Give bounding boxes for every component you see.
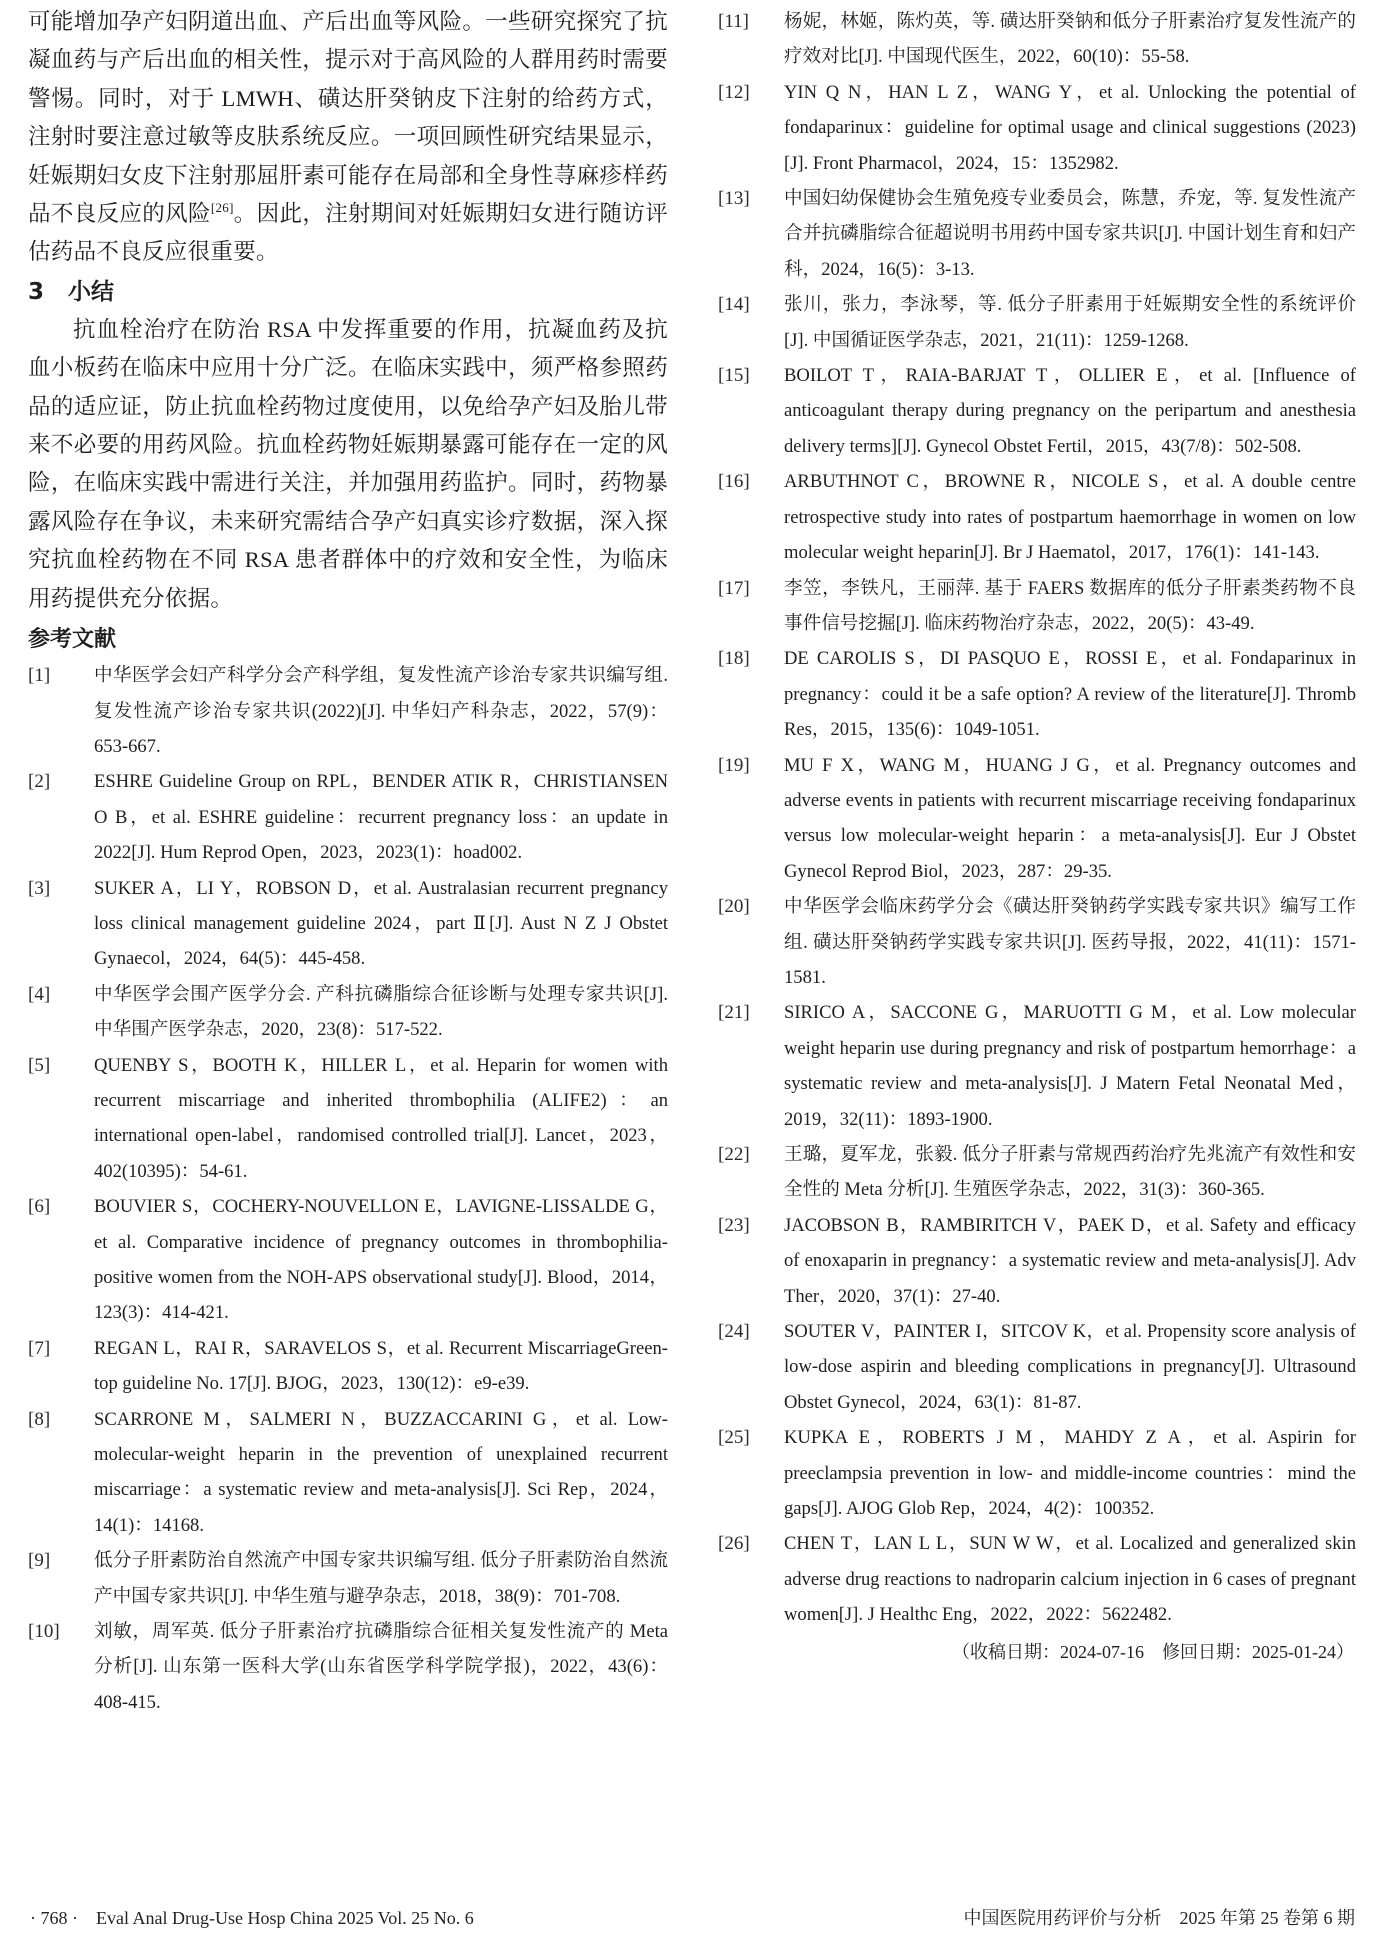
reference-text: 中华医学会围产医学分会. 产科抗磷脂综合征诊断与处理专家共识[J]. 中华围产医学杂志，2020，23(8)：517-522. xyxy=(94,983,668,1041)
reference-number: [18] xyxy=(718,648,750,670)
left-column xyxy=(28,0,668,1720)
reference-number: [9] xyxy=(28,1550,51,1572)
reference-item xyxy=(28,1048,668,1190)
reference-number: [23] xyxy=(718,1214,750,1236)
reference-text: 低分子肝素防治自然流产中国专家共识编写组. 低分子肝素防治自然流产中国专家共识[J]. 中华生殖与避孕杂志，2018，38(9)：701-708. xyxy=(94,1550,668,1607)
reference-number: [17] xyxy=(718,577,750,599)
reference-item xyxy=(718,889,1356,995)
reference-text: 杨妮，林姬，陈灼英，等. 磺达肝癸钠和低分子肝素治疗复发性流产的疗效对比[J]. 中国现代医生，2022，60(10)：55-58. xyxy=(784,11,1356,68)
reference-item xyxy=(28,1614,668,1720)
reference-text: SIRICO A，SACCONE G，MARUOTTI G M，et al. Low molecular weight heparin use during pregnancy and risk of postpartum hemorrhage：a systematic review and meta-analysis[J]. J Matern Fetal Neonatal Med，2019，32(11)：1893-1900. xyxy=(784,1002,1356,1130)
reference-number: [20] xyxy=(718,896,750,918)
right-column xyxy=(718,0,1356,1669)
section-number: 3 xyxy=(28,278,45,305)
reference-item xyxy=(718,75,1356,181)
reference-text: QUENBY S，BOOTH K，HILLER L，et al. Heparin for women with recurrent miscarriage and inherited thrombophilia (ALIFE2)：an international open-label，randomised controlled trial[J]. Lancet，2023，402(10395)：54-61. xyxy=(94,1054,668,1182)
reference-text: ARBUTHNOT C，BROWNE R，NICOLE S，et al. A double centre retrospective study into rates of postpartum haemorrhage in women on low molecular weight heparin[J]. Br J Haematol，2017，176(1)：141-143. xyxy=(784,471,1356,564)
section-heading-summary xyxy=(28,274,668,310)
reference-number: [4] xyxy=(28,983,51,1005)
reference-item xyxy=(28,764,668,870)
received-revised-dates: （收稿日期：2024-07-16 修回日期：2025-01-24） xyxy=(952,1641,1354,1662)
paragraph-text: 可能增加孕产妇阴道出血、产后出血等风险。一些研究探究了抗凝血药与产后出血的相关性，提示对于高风险的人群用药时需要警惕。同时，对于 LMWH、磺达肝癸钠皮下注射的给药方式，注射时要注意过敏等皮肤系统反应。一项回顾性研究结果显示，妊娠期妇女皮下注射那屈肝素可能存在局部和全身性荨麻疹样药品不良反应的风险 xyxy=(28,9,668,227)
reference-item xyxy=(28,1331,668,1402)
reference-item xyxy=(28,658,668,764)
reference-list-left xyxy=(28,658,668,1720)
section-title: 小结 xyxy=(68,278,114,305)
reference-text: 王璐，夏军龙，张毅. 低分子肝素与常规西药治疗先兆流产有效性和安全性的 Meta 分析[J]. 生殖医学杂志，2022，31(3)：360-365. xyxy=(784,1144,1356,1201)
reference-text: YIN Q N，HAN L Z，WANG Y，et al. Unlocking the potential of fondaparinux：guideline for optimal usage and clinical suggestions (2023)[J]. Front Pharmacol，2024，15：1352982. xyxy=(784,81,1356,174)
reference-number: [3] xyxy=(28,877,51,899)
body-paragraph-continuation xyxy=(28,3,668,272)
reference-item xyxy=(718,1314,1356,1420)
footer-journal-cn: 中国医院用药评价与分析 2025 年第 25 卷第 6 期 xyxy=(963,1908,1355,1928)
reference-item xyxy=(718,4,1356,75)
reference-number: [2] xyxy=(28,771,51,793)
reference-text: 中国妇幼保健协会生殖免疫专业委员会，陈慧，乔宠，等. 复发性流产合并抗磷脂综合征超说明书用药中国专家共识[J]. 中国计划生育和妇产科，2024，16(5)：3-13. xyxy=(784,188,1356,280)
reference-number: [1] xyxy=(28,665,51,687)
reference-number: [16] xyxy=(718,471,750,493)
citation-26[interactable]: [26] xyxy=(210,200,234,216)
reference-text: REGAN L，RAI R，SARAVELOS S，et al. Recurrent MiscarriageGreen-top guideline No. 17[J]. BJOG，2023，130(12)：e9-e39. xyxy=(94,1337,668,1395)
reference-text: DE CAROLIS S，DI PASQUO E，ROSSI E，et al. Fondaparinux in pregnancy：could it be a safe option? A review of the literature[J]. Thromb Res，2015，135(6)：1049-1051. xyxy=(784,648,1356,741)
reference-item xyxy=(718,1208,1356,1314)
reference-text: 李笠，李铁凡，王丽萍. 基于 FAERS 数据库的低分子肝素类药物不良事件信号挖掘[J]. 临床药物治疗杂志，2022，20(5)：43-49. xyxy=(784,577,1356,634)
footer-page-journal-en: · 768 · Eval Anal Drug-Use Hosp China 2025 Vol. 25 No. 6 xyxy=(30,1908,474,1928)
reference-item xyxy=(718,641,1356,747)
reference-number: [22] xyxy=(718,1144,750,1165)
reference-text: 中华医学会妇产科学分会产科学组，复发性流产诊治专家共识编写组. 复发性流产诊治专家共识(2022)[J]. 中华妇产科杂志，2022，57(9)：653-667. xyxy=(94,665,668,757)
reference-number: [21] xyxy=(718,1002,750,1024)
references-heading: 参考文献 xyxy=(28,627,117,653)
reference-item xyxy=(718,1420,1356,1526)
reference-text: JACOBSON B，RAMBIRITCH V，PAEK D，et al. Safety and efficacy of enoxaparin in pregnancy：a systematic review and meta-analysis[J]. Adv Ther，2020，37(1)：27-40. xyxy=(784,1214,1356,1307)
reference-text: BOILOT T，RAIA-BARJAT T，OLLIER E，et al. [Influence of anticoagulant therapy during pregnancy on the peripartum and anesthesia delivery terms][J]. Gynecol Obstet Fertil，2015，43(7/8)：502-508. xyxy=(784,365,1356,457)
reference-item xyxy=(28,1189,668,1331)
reference-number: [5] xyxy=(28,1054,51,1076)
reference-number: [8] xyxy=(28,1408,51,1430)
reference-item xyxy=(28,871,668,977)
reference-item xyxy=(28,1543,668,1614)
summary-paragraph: 抗血栓治疗在防治 RSA 中发挥重要的作用，抗凝血药及抗血小板药在临床中应用十分广泛。在临床实践中，须严格参照药品的适应证，防止抗血栓药物过度使用，以免给孕产妇及胎儿带来不必要的用药风险。抗血栓药物妊娠期暴露可能存在一定的风险，在临床实践中需进行关注，并加强用药监护。同时，药物暴露风险存在争议，未来研究需结合孕产妇真实诊疗数据，深入探究抗血栓药物在不同 RSA 患者群体中的疗效和安全性，为临床用药提供充分依据。 xyxy=(28,316,668,611)
reference-number: [7] xyxy=(28,1337,51,1359)
reference-number: [13] xyxy=(718,188,750,210)
reference-text: MU F X，WANG M，HUANG J G，et al. Pregnancy outcomes and adverse events in patients with recurrent miscarriage receiving fondaparinux versus low molecular-weight heparin：a meta-analysis[J]. Eur J Obstet Gynecol Reprod Biol，2023，287：29-35. xyxy=(784,754,1356,882)
reference-number: [24] xyxy=(718,1321,750,1343)
reference-number: [19] xyxy=(718,754,750,776)
reference-item xyxy=(28,1402,668,1544)
reference-item xyxy=(718,1137,1356,1208)
reference-number: [14] xyxy=(718,294,750,316)
reference-text: SOUTER V，PAINTER I，SITCOV K，et al. Propensity score analysis of low-dose aspirin and bleeding complications in pregnancy[J]. Ultrasound Obstet Gynecol，2024，63(1)：81-87. xyxy=(784,1321,1356,1413)
reference-text: BOUVIER S，COCHERY-NOUVELLON E，LAVIGNE-LISSALDE G，et al. Comparative incidence of pregnancy outcomes in thrombophilia-positive women from the NOH-APS observational study[J]. Blood，2014，123(3)：414-421. xyxy=(94,1196,668,1324)
reference-item xyxy=(718,571,1356,642)
reference-number: [11] xyxy=(718,11,749,32)
reference-number: [15] xyxy=(718,365,750,387)
reference-text: 中华医学会临床药学分会《磺达肝癸钠药学实践专家共识》编写工作组. 磺达肝癸钠药学实践专家共识[J]. 医药导报，2022，41(11)：1571-1581. xyxy=(784,896,1356,988)
reference-number: [10] xyxy=(28,1621,60,1643)
reference-item xyxy=(718,464,1356,570)
reference-text: ESHRE Guideline Group on RPL，BENDER ATIK R，CHRISTIANSEN O B，et al. ESHRE guideline：recurrent pregnancy loss：an update in 2022[J]. Hum Reprod Open，2023，2023(1)：hoad002. xyxy=(94,771,668,864)
reference-item xyxy=(28,977,668,1048)
reference-item xyxy=(718,748,1356,890)
reference-text: 张川，张力，李泳琴，等. 低分子肝素用于妊娠期安全性的系统评价[J]. 中国循证医学杂志，2021，21(11)：1259-1268. xyxy=(784,294,1356,351)
reference-item xyxy=(718,287,1356,358)
reference-number: [26] xyxy=(718,1533,750,1555)
reference-number: [12] xyxy=(718,81,750,103)
reference-item xyxy=(718,1526,1356,1632)
reference-list-right xyxy=(718,4,1356,1633)
reference-text: SCARRONE M，SALMERI N，BUZZACCARINI G，et al. Low-molecular-weight heparin in the prevention of unexplained recurrent miscarriage：a systematic review and meta-analysis[J]. Sci Rep，2024，14(1)：14168. xyxy=(94,1408,668,1536)
reference-text: CHEN T，LAN L L，SUN W W，et al. Localized and generalized skin adverse drug reactions to nadroparin calcium injection in 6 cases of pregnant women[J]. J Healthc Eng，2022，2022：5622482. xyxy=(784,1533,1356,1626)
reference-item xyxy=(718,995,1356,1137)
reference-number: [6] xyxy=(28,1196,51,1218)
reference-text: KUPKA E，ROBERTS J M，MAHDY Z A，et al. Aspirin for preeclampsia prevention in low- and middle-income countries：mind the gaps[J]. AJOG Glob Rep，2024，4(2)：100352. xyxy=(784,1427,1356,1520)
reference-text: SUKER A，LI Y，ROBSON D，et al. Australasian recurrent pregnancy loss clinical management guideline 2024，part Ⅱ[J]. Aust N Z J Obstet Gynaecol，2024，64(5)：445-458. xyxy=(94,877,668,970)
reference-item xyxy=(718,358,1356,464)
paragraph-text: 。因此，注射期间对妊娠期妇女进行随访评估药品不良反应很重要。 xyxy=(28,201,668,265)
reference-number: [25] xyxy=(718,1427,750,1449)
reference-text: 刘敏，周军英. 低分子肝素治疗抗磷脂综合征相关复发性流产的 Meta 分析[J]. 山东第一医科大学(山东省医学科学院学报)，2022，43(6)：408-415. xyxy=(94,1621,668,1713)
reference-item xyxy=(718,181,1356,287)
